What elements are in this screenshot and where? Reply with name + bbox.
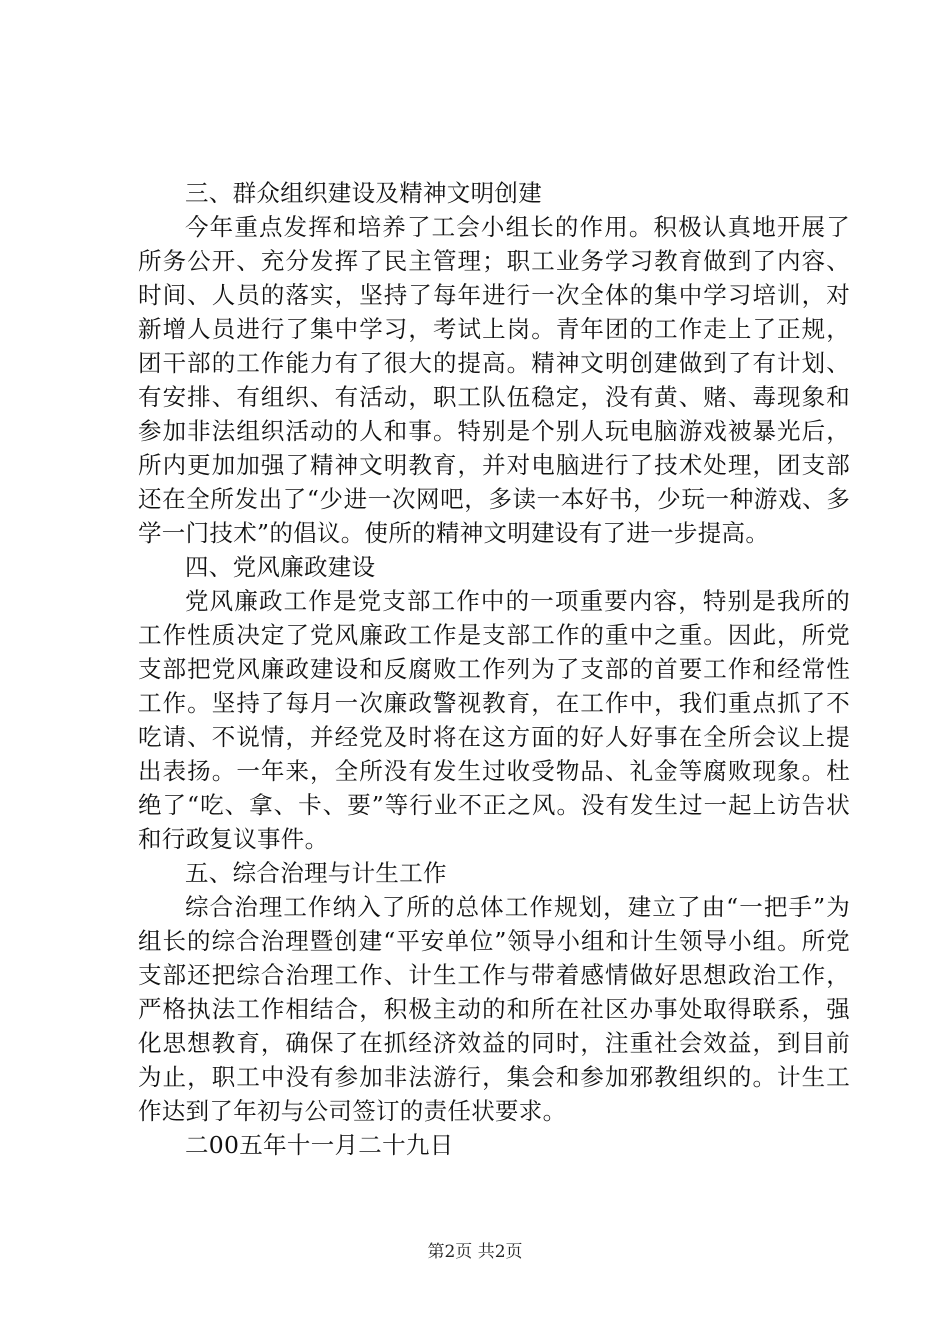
section-heading: 五、综合治理与计生工作 bbox=[185, 859, 447, 887]
section-heading: 三、群众组织建设及精神文明创建 bbox=[185, 179, 542, 207]
section-party-integrity bbox=[138, 550, 850, 856]
section-paragraph: 综合治理工作纳入了所的总体工作规划，建立了由“一把手”为组长的综合治理暨创建“平安单位”领导小组和计生领导小组。所党支部还把综合治理工作、计生工作与带着感情做好思想政治工作，严格执法工作相结合，积极主动的和所在社区办事处取得联系，强化思想教育，确保了在抓经济效益的同时，注重社会效益，到目前为止，职工中没有参加非法游行，集会和参加邪教组织的。计生工作达到了年初与公司签订的责任状要求。 bbox=[138, 893, 850, 1125]
section-comprehensive-governance bbox=[138, 856, 850, 1128]
page-number-footer: 第2页 共2页 bbox=[427, 1242, 523, 1262]
document-date: 二00五年十一月二十九日 bbox=[185, 1131, 454, 1159]
document-body bbox=[138, 176, 850, 1162]
section-mass-organization bbox=[138, 176, 850, 550]
section-paragraph: 今年重点发挥和培养了工会小组长的作用。积极认真地开展了所务公开、充分发挥了民主管理；职工业务学习教育做到了内容、时间、人员的落实，坚持了每年进行一次全体的集中学习培训，对新增人员进行了集中学习，考试上岗。青年团的工作走上了正规，团干部的工作能力有了很大的提高。精神文明创建做到了有计划、有安排、有组织、有活动，职工队伍稳定，没有黄、赌、毒现象和参加非法组织活动的人和事。特别是个别人玩电脑游戏被暴光后，所内更加加强了精神文明教育，并对电脑进行了技术处理，团支部还在全所发出了“少进一次网吧，多读一本好书，少玩一种游戏、多学一门技术”的倡议。使所的精神文明建设有了进一步提高。 bbox=[138, 213, 850, 547]
section-paragraph: 党风廉政工作是党支部工作中的一项重要内容，特别是我所的工作性质决定了党风廉政工作是支部工作的重中之重。因此，所党支部把党风廉政建设和反腐败工作列为了支部的首要工作和经常性工作。坚持了每月一次廉政警视教育，在工作中，我们重点抓了不吃请、不说情，并经党及时将在这方面的好人好事在全所会议上提出表扬。一年来，全所没有发生过收受物品、礼金等腐败现象。杜绝了“吃、拿、卡、要”等行业不正之风。没有发生过一起上访告状和行政复议事件。 bbox=[138, 587, 850, 853]
section-heading: 四、党风廉政建设 bbox=[185, 553, 376, 581]
